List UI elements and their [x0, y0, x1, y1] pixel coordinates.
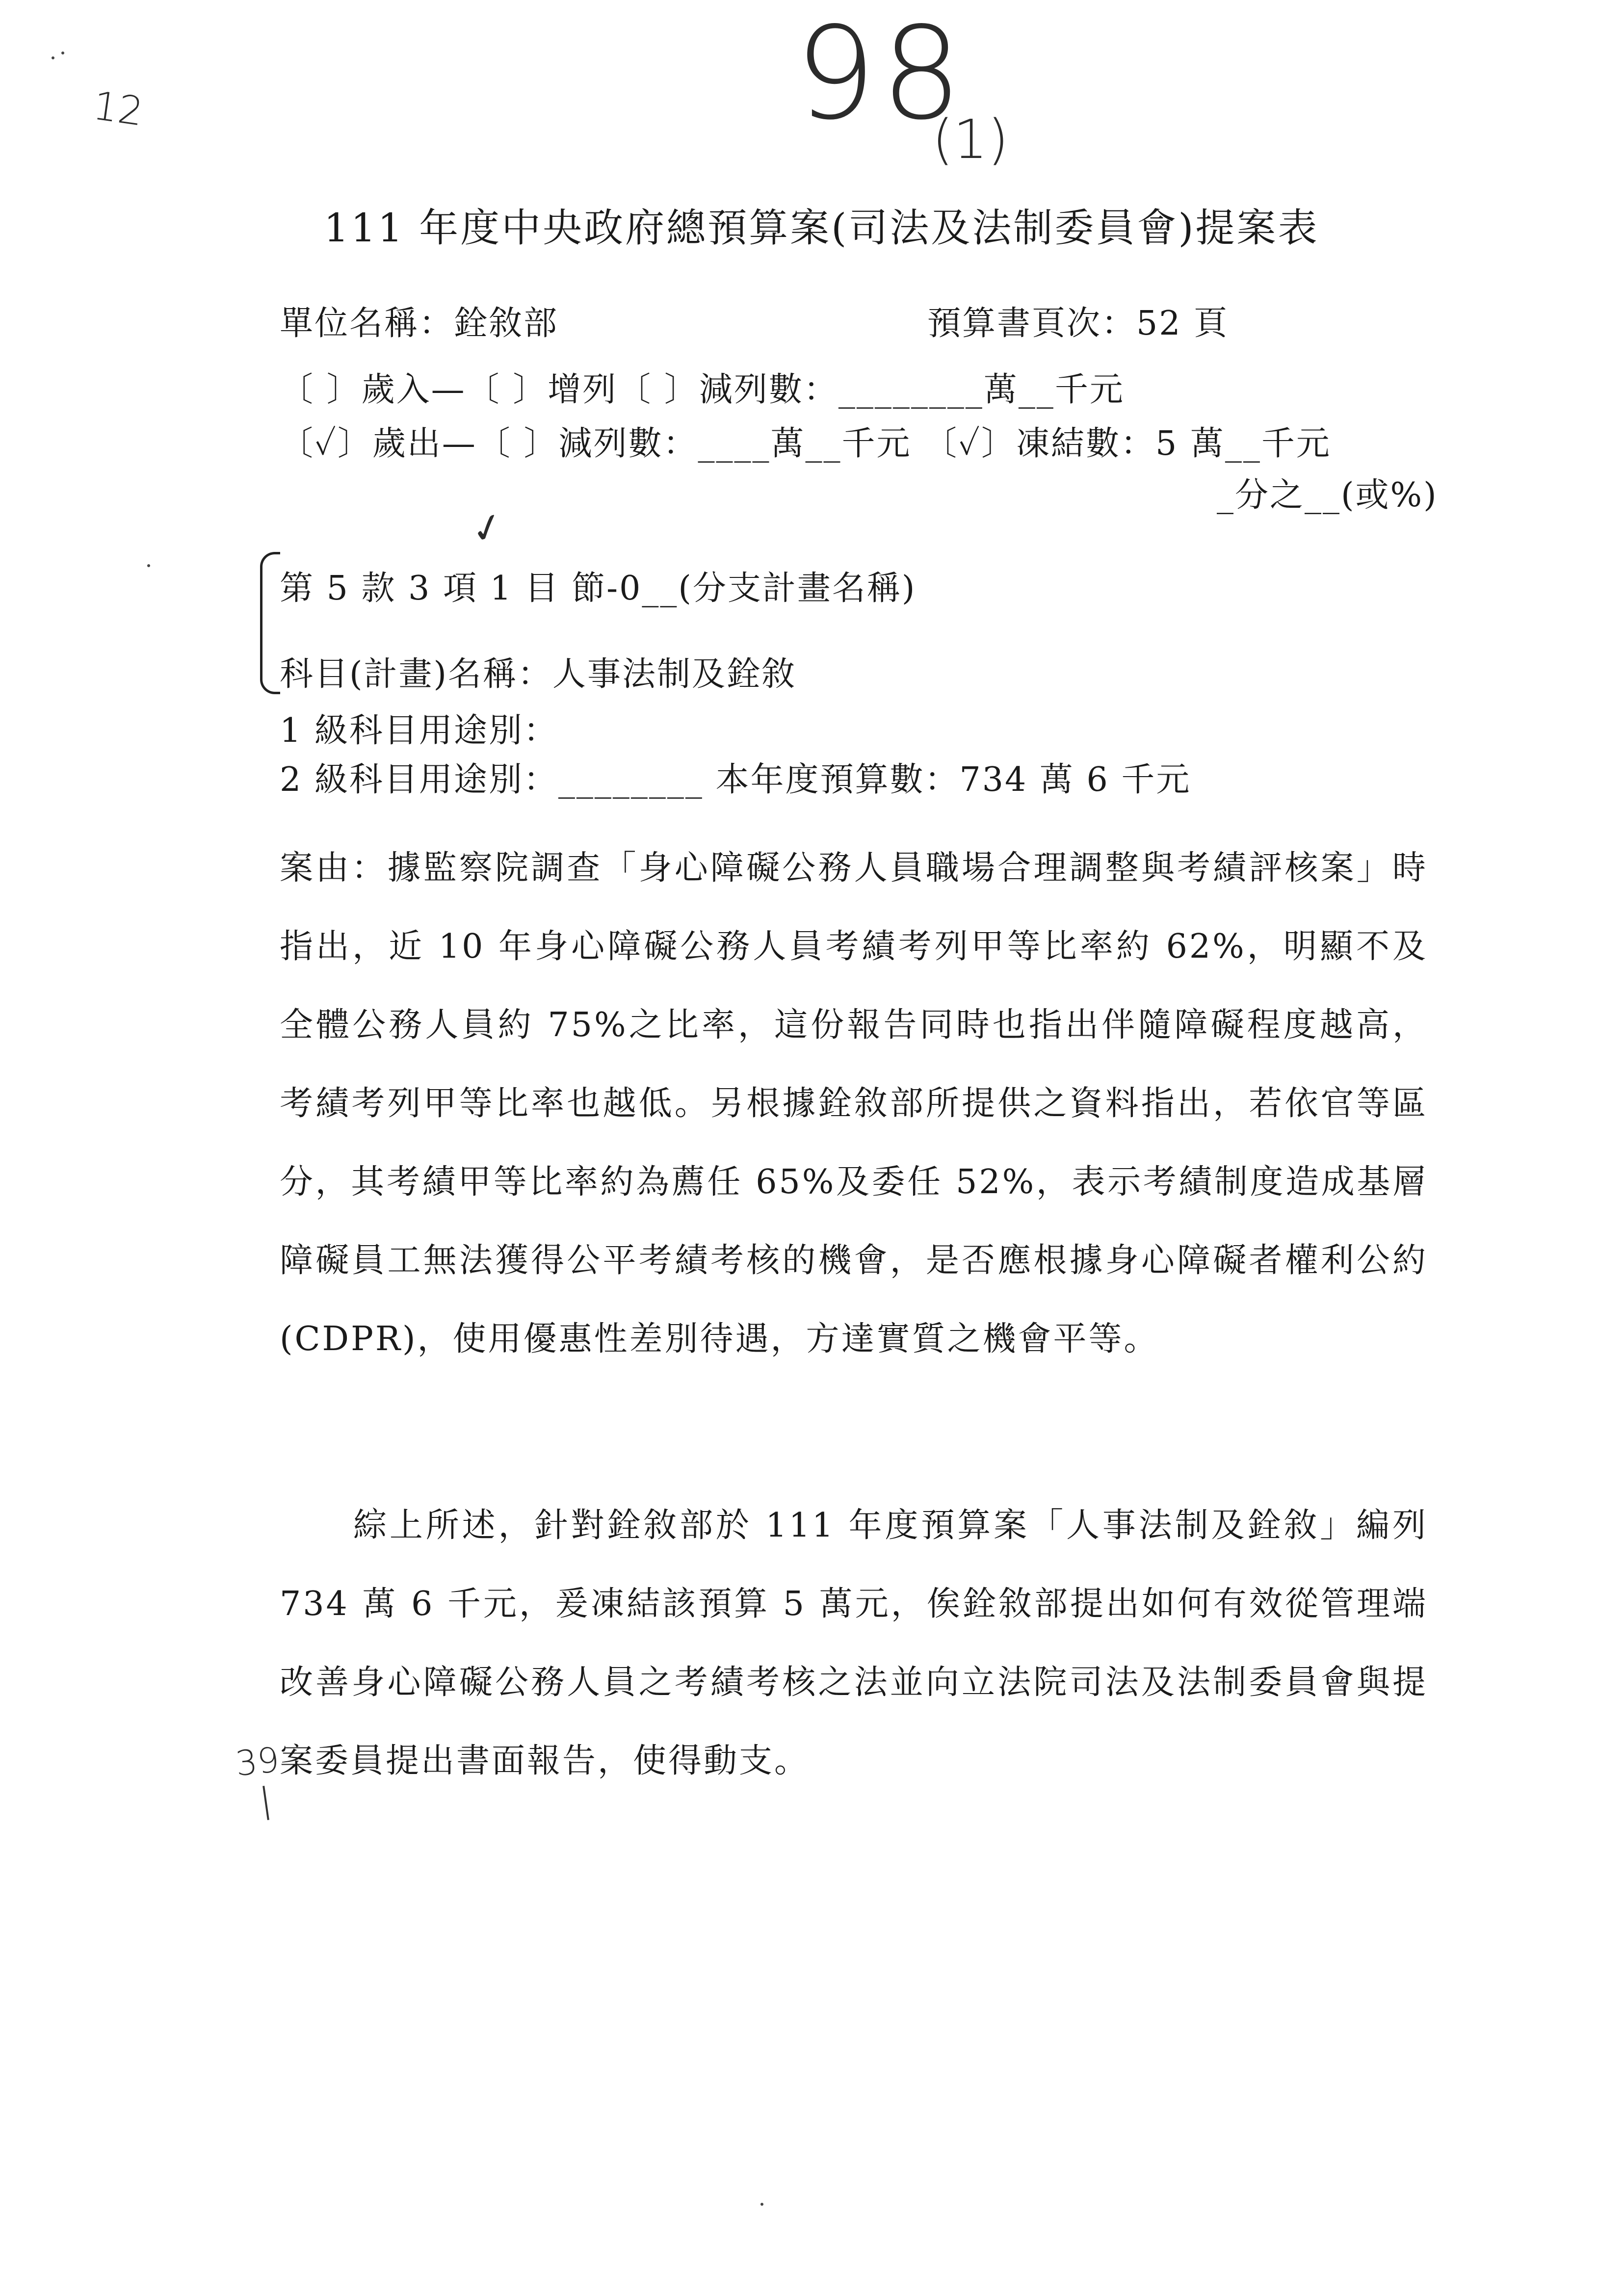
- speck: [147, 564, 150, 567]
- handwritten-stamp-number: 98: [795, 0, 967, 148]
- level2-purpose-line: 2 級科目用途別：________ 本年度預算數：734 萬 6 千元: [280, 760, 1191, 799]
- program-subject-line: 科目(計畫)名稱：人事法制及銓敘: [280, 655, 797, 694]
- margin-tick: [262, 1786, 269, 1820]
- conclusion-paragraph: 綜上所述，針對銓敘部於 111 年度預算案「人事法制及銓敘」編列 734 萬 6 千元，爰凍結該預算 5 萬元，俟銓敘部提出如何有效從管理端改善身心障礙公務人員之考績考核之法並向立法院司法及法制委員會與提案委員提出書面報告，使得動支。: [280, 1506, 1428, 1780]
- expense-option-line: 〔✓〕歲出—〔 〕減列數：____萬__千元 〔✓〕凍結數：5 萬__千元: [280, 424, 1331, 463]
- handwritten-stamp-sub: (1): [932, 108, 1009, 171]
- handwritten-corner-mark: 12: [90, 82, 146, 135]
- speck: [52, 56, 54, 59]
- budget-page: 預算書頁次：52 頁: [927, 304, 1229, 343]
- handwritten-margin-number: 39: [233, 1739, 282, 1784]
- revenue-option-line: 〔 〕歲入—〔 〕增列〔 〕減列數：________萬__千元: [280, 370, 1125, 409]
- fraction-line: _分之__(或%): [1217, 476, 1438, 515]
- program-bracket: [260, 552, 280, 694]
- level1-purpose-line: 1 級科目用途別：: [280, 711, 558, 750]
- speck: [61, 52, 64, 54]
- program-item-line: 第 5 款 3 項 1 目 節-0__(分支計畫名稱): [280, 569, 917, 608]
- case-reason-paragraph: 案由：據監察院調查「身心障礙公務人員職場合理調整與考績評核案」時指出，近 10 年身心障礙公務人員考績考列甲等比率約 62%，明顯不及全體公務人員約 75%之比率，這份報告同時也指出伴隨障礙程度越高，考績考列甲等比率也越低。另根據銓敘部所提供之資料指出，若依官等區分，其考績甲等比率約為薦任 65%及委任 52%，表示考績制度造成基層障礙員工無法獲得公平考績考核的機會，是否應根據身心障礙者權利公約(CDPR)，使用優惠性差別待遇，方達實質之機會平等。: [280, 849, 1428, 1358]
- form-title: 111 年度中央政府總預算案(司法及法制委員會)提案表: [324, 205, 1319, 251]
- handwritten-check-mark: ✓: [466, 501, 509, 555]
- unit-name: 單位名稱：銓敘部: [280, 304, 559, 343]
- speck: [760, 2203, 763, 2206]
